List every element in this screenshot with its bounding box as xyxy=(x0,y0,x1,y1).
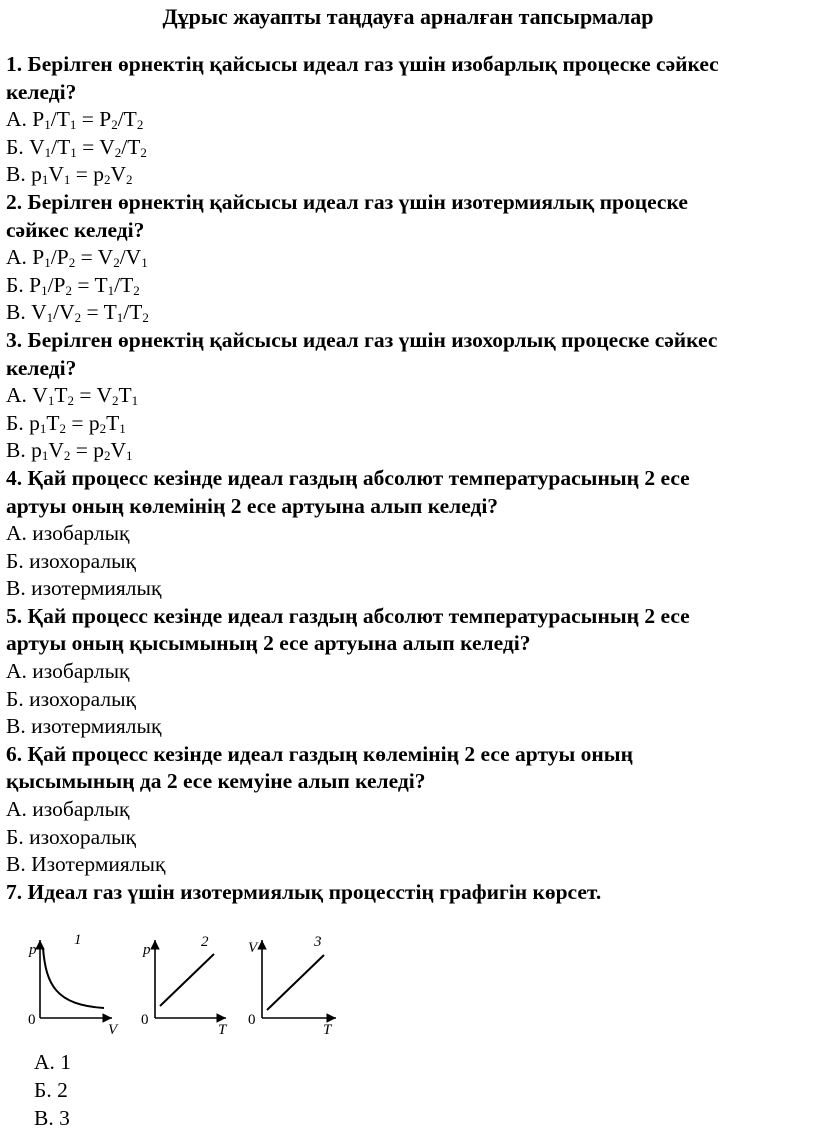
question-3-option-b: Б. $p_1T_2 = p_2T_1$ xyxy=(6,410,126,436)
question-4-option-b: Б. изохоралық xyxy=(6,548,136,573)
graph-2-number: 2 xyxy=(201,934,209,950)
process-graphs xyxy=(26,930,356,1042)
graph-1-origin: 0 xyxy=(28,1012,36,1028)
question-5-line-1: 5. Қай процесс кезінде идеал газдың абсолют температурасының 2 есе xyxy=(6,603,690,628)
graph-1-number: 1 xyxy=(74,932,82,948)
question-2-option-a: А. $P_1/P_2 = V_2/V_1$ xyxy=(6,245,148,271)
question-6-line-1: 6. Қай процесс кезінде идеал газдың көлемінің 2 есе артуы оның xyxy=(6,741,633,766)
graphs-figure xyxy=(26,930,356,1042)
graph-2-x-label: T xyxy=(218,1022,227,1038)
question-4-option-c: В. изотермиялық xyxy=(6,576,162,601)
graph-1 xyxy=(28,932,119,1038)
question-1-option-a: А. $P_1/T_1 = P_2/T_2$ xyxy=(6,107,144,133)
question-5-option-b: Б. изохоралық xyxy=(6,686,136,711)
question-3 xyxy=(6,327,812,382)
question-7-option-c: В. 3 xyxy=(34,1106,70,1130)
question-6-option-a: А. изобарлық xyxy=(6,797,130,822)
question-2 xyxy=(6,189,812,244)
graph-3-origin: 0 xyxy=(248,1012,256,1028)
question-2-option-b: Б. $P_1/P_2 = T_1/T_2$ xyxy=(6,272,140,298)
question-5 xyxy=(6,603,812,658)
graph-2-line xyxy=(160,954,214,1006)
question-6 xyxy=(6,741,812,796)
graph-1-curve xyxy=(43,948,104,1008)
question-7-option-b: Б. 2 xyxy=(34,1078,68,1102)
question-5-line-2: артуы оның қысымының 2 есе артуына алып келеді? xyxy=(6,631,531,656)
question-6-option-b: Б. изохоралық xyxy=(6,824,136,849)
question-3-option-c: В. $p_1V_2 = p_2V_1$ xyxy=(6,438,133,464)
question-3-option-a: А. $V_1T_2 = V_2T_1$ xyxy=(6,383,139,409)
question-1-option-b: Б. $V_1/T_1 = V_2/T_2$ xyxy=(6,134,147,160)
question-7-option-a: А. 1 xyxy=(34,1050,72,1074)
question-7-line-1: 7. Идеал газ үшін изотермиялық процесстің графигін көрсет. xyxy=(6,879,602,904)
question-3-line-1: 3. Берілген өрнектің қайсысы идеал газ үшін изохорлық процеске сәйкес xyxy=(6,327,718,352)
question-4-option-a: А. изобарлық xyxy=(6,521,130,546)
graph-2 xyxy=(141,934,228,1038)
question-5-option-a: А. изобарлық xyxy=(6,659,130,684)
question-4-line-2: артуы оның көлемінің 2 есе артуына алып келеді? xyxy=(6,493,499,518)
graph-3-number: 3 xyxy=(314,934,322,950)
question-1-line-2: келеді? xyxy=(6,79,77,104)
question-2-line-2: сәйкес келеді? xyxy=(6,217,145,242)
graph-1-x-label: V xyxy=(108,1022,118,1038)
question-1-line-1: 1. Берілген өрнектің қайсысы идеал газ үшін изобарлық процеске сәйкес xyxy=(6,52,719,76)
question-6-line-2: қысымының да 2 есе кемуіне алып келеді? xyxy=(6,769,426,794)
graph-2-y-label: p xyxy=(143,942,151,958)
question-7 xyxy=(6,879,812,907)
question-1 xyxy=(6,51,812,106)
graph-2-origin: 0 xyxy=(141,1012,149,1028)
question-4 xyxy=(6,465,812,520)
question-5-option-c: В. изотермиялық xyxy=(6,714,162,739)
question-1-option-c: В. $p_1V_1 = p_2V_2$ xyxy=(6,162,133,188)
page-title: Дұрыс жауапты таңдауға арналған тапсырмалар xyxy=(162,4,654,29)
question-7-options xyxy=(34,1048,71,1132)
question-6-option-c: В. Изотермиялық xyxy=(6,852,166,877)
graph-3-x-label: T xyxy=(323,1022,332,1038)
question-3-line-2: келеді? xyxy=(6,355,77,380)
question-4-line-1: 4. Қай процесс кезінде идеал газдың абсолют температурасының 2 есе xyxy=(6,465,690,490)
questions-list xyxy=(6,51,812,906)
question-2-option-c: В. $V_1/V_2 = T_1/T_2$ xyxy=(6,300,149,326)
graph-3-line xyxy=(267,955,324,1010)
graph-3-y-label: V xyxy=(248,940,258,956)
graph-3 xyxy=(248,934,336,1038)
question-2-line-1: 2. Берілген өрнектің қайсысы идеал газ үшін изотермиялық процеске xyxy=(6,189,688,214)
graph-1-y-label: p xyxy=(29,942,37,958)
